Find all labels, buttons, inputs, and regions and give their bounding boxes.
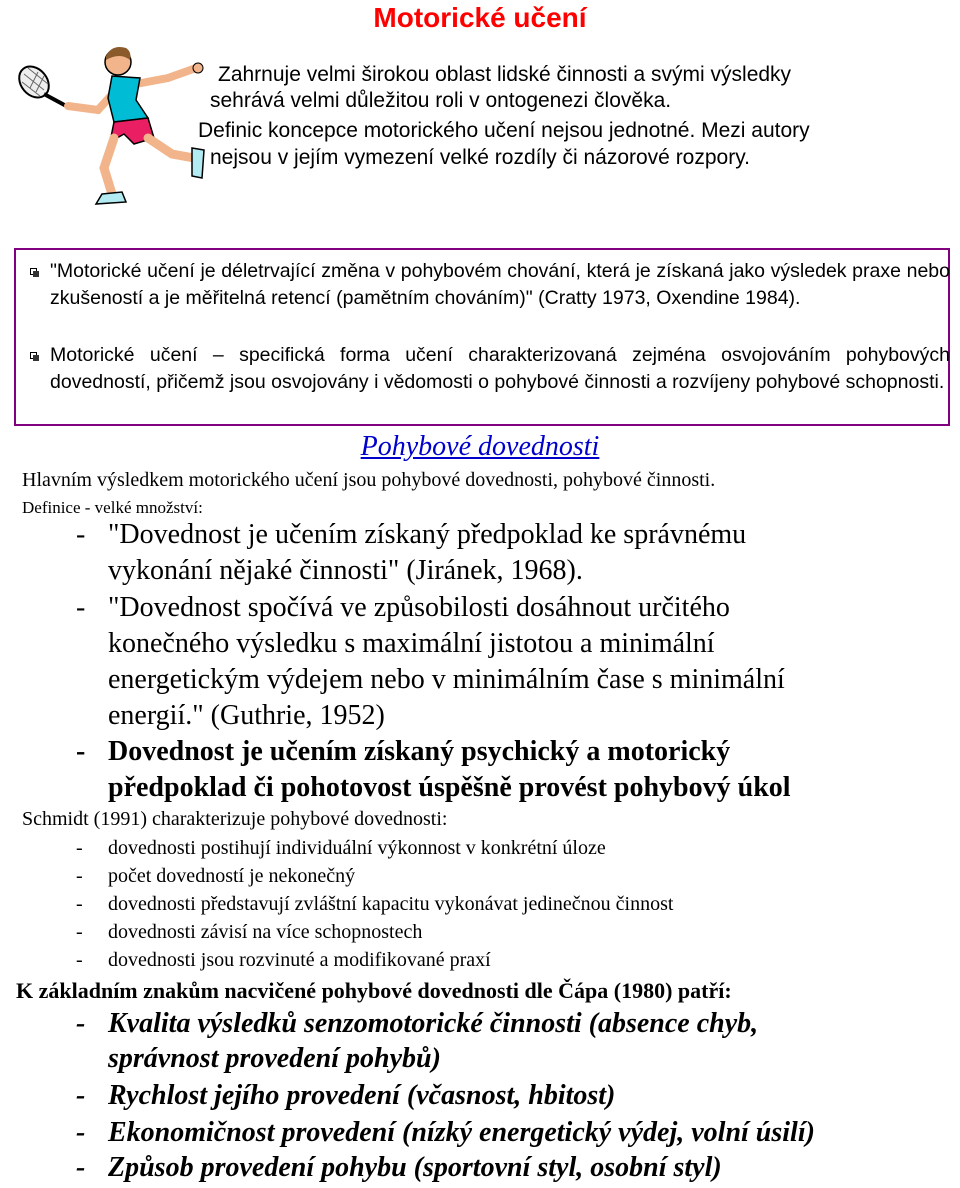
- schmidt-item: dovednosti jsou rozvinuté a modifikované praxí: [108, 949, 491, 971]
- tennis-player-illustration: [8, 38, 213, 210]
- capa-item-3: Ekonomičnost provedení (nízký energetický výdej, volní úsilí): [108, 1117, 815, 1148]
- definition-3-line-1: Dovednost je učením získaný psychický a motorický: [108, 736, 731, 767]
- intro-line-3: Definic koncepce motorického učení nejsou jednotné. Mezi autory: [198, 119, 810, 142]
- dash-marker: -: [76, 1008, 86, 1039]
- definition-2-line-4: energií." (Guthrie, 1952): [108, 700, 385, 731]
- dash-marker: -: [76, 921, 83, 943]
- dash-marker: -: [76, 949, 83, 971]
- definition-2-line-1: "Dovednost spočívá ve způsobilosti dosáhnout určitého: [108, 592, 730, 623]
- schmidt-item: dovednosti postihují individuální výkonnost v konkrétní úloze: [108, 837, 606, 859]
- dash-marker: -: [76, 736, 86, 767]
- schmidt-intro: Schmidt (1991) charakterizuje pohybové dovednosti:: [22, 808, 448, 830]
- checkbox-bullet-icon: [30, 352, 37, 359]
- definition-2-line-2: konečného výsledku s maximální jistotou a minimální: [108, 628, 715, 659]
- dash-marker: -: [76, 1080, 86, 1111]
- definition-1-line-2: vykonání nějaké činnosti" (Jiránek, 1968).: [108, 555, 583, 586]
- capa-heading: K základním znakům nacvičené pohybové dovednosti dle Čápa (1980) patří:: [16, 978, 732, 1003]
- tennis-racket-icon: [13, 61, 70, 108]
- capa-item-1-line-1: Kvalita výsledků senzomotorické činnosti (absence chyb,: [108, 1008, 759, 1039]
- definition-1-line-1: "Dovednost je učením získaný předpoklad ke správnému: [108, 519, 747, 550]
- definitions-box: [14, 248, 950, 426]
- dash-marker: -: [76, 592, 86, 623]
- checkbox-bullet-icon: [30, 268, 37, 275]
- intro-line-4: nejsou v jejím vymezení velké rozdíly či názorové rozpory.: [210, 146, 750, 169]
- capa-item-4: Způsob provedení pohybu (sportovní styl, osobní styl): [108, 1152, 722, 1183]
- dash-marker: -: [76, 519, 86, 550]
- summary-text: Hlavním výsledkem motorického učení jsou pohybové dovednosti, pohybové činnosti.: [22, 469, 716, 491]
- dash-marker: -: [76, 1152, 86, 1183]
- dash-marker: -: [76, 893, 83, 915]
- section-heading: Pohybové dovednosti: [360, 431, 600, 462]
- schmidt-item: dovednosti představují zvláštní kapacitu vykonávat jedinečnou činnost: [108, 893, 674, 915]
- dash-marker: -: [76, 837, 83, 859]
- capa-item-2: Rychlost jejího provedení (včasnost, hbitost): [108, 1080, 616, 1111]
- intro-line-2: sehrává velmi důležitou roli v ontogenezi člověka.: [210, 89, 672, 112]
- dash-marker: -: [76, 1117, 86, 1148]
- capa-item-1-line-2: správnost provedení pohybů): [108, 1043, 441, 1074]
- definition-3-line-2: předpoklad či pohotovost úspěšně provést pohybový úkol: [108, 772, 791, 803]
- intro-line-1: Zahrnuje velmi širokou oblast lidské činnosti a svými výsledky: [218, 63, 792, 86]
- page-title: Motorické učení: [373, 2, 587, 33]
- definitions-label: Definice - velké množství:: [22, 498, 203, 517]
- dash-marker: -: [76, 865, 83, 887]
- definition-item-1: "Motorické učení je déletrvající změna v pohybovém chování, která je získaná jako výsledek praxe nebo zkušeností a je měřitelná retencí (pamětním chováním)" (Cratty 1973, Oxendine 1984).: [50, 260, 950, 309]
- schmidt-item: dovednosti závisí na více schopnostech: [108, 921, 423, 943]
- definition-item-2: Motorické učení – specifická forma učení charakterizovaná zejména osvojováním pohybových dovedností, přičemž jsou osvojovány i vědomosti o pohybové činnosti a rozvíjeny pohybové schopnosti.: [50, 344, 950, 393]
- schmidt-item: počet dovedností je nekonečný: [108, 865, 356, 887]
- definition-2-line-3: energetickým výdejem nebo v minimálním čase s minimální: [108, 664, 785, 695]
